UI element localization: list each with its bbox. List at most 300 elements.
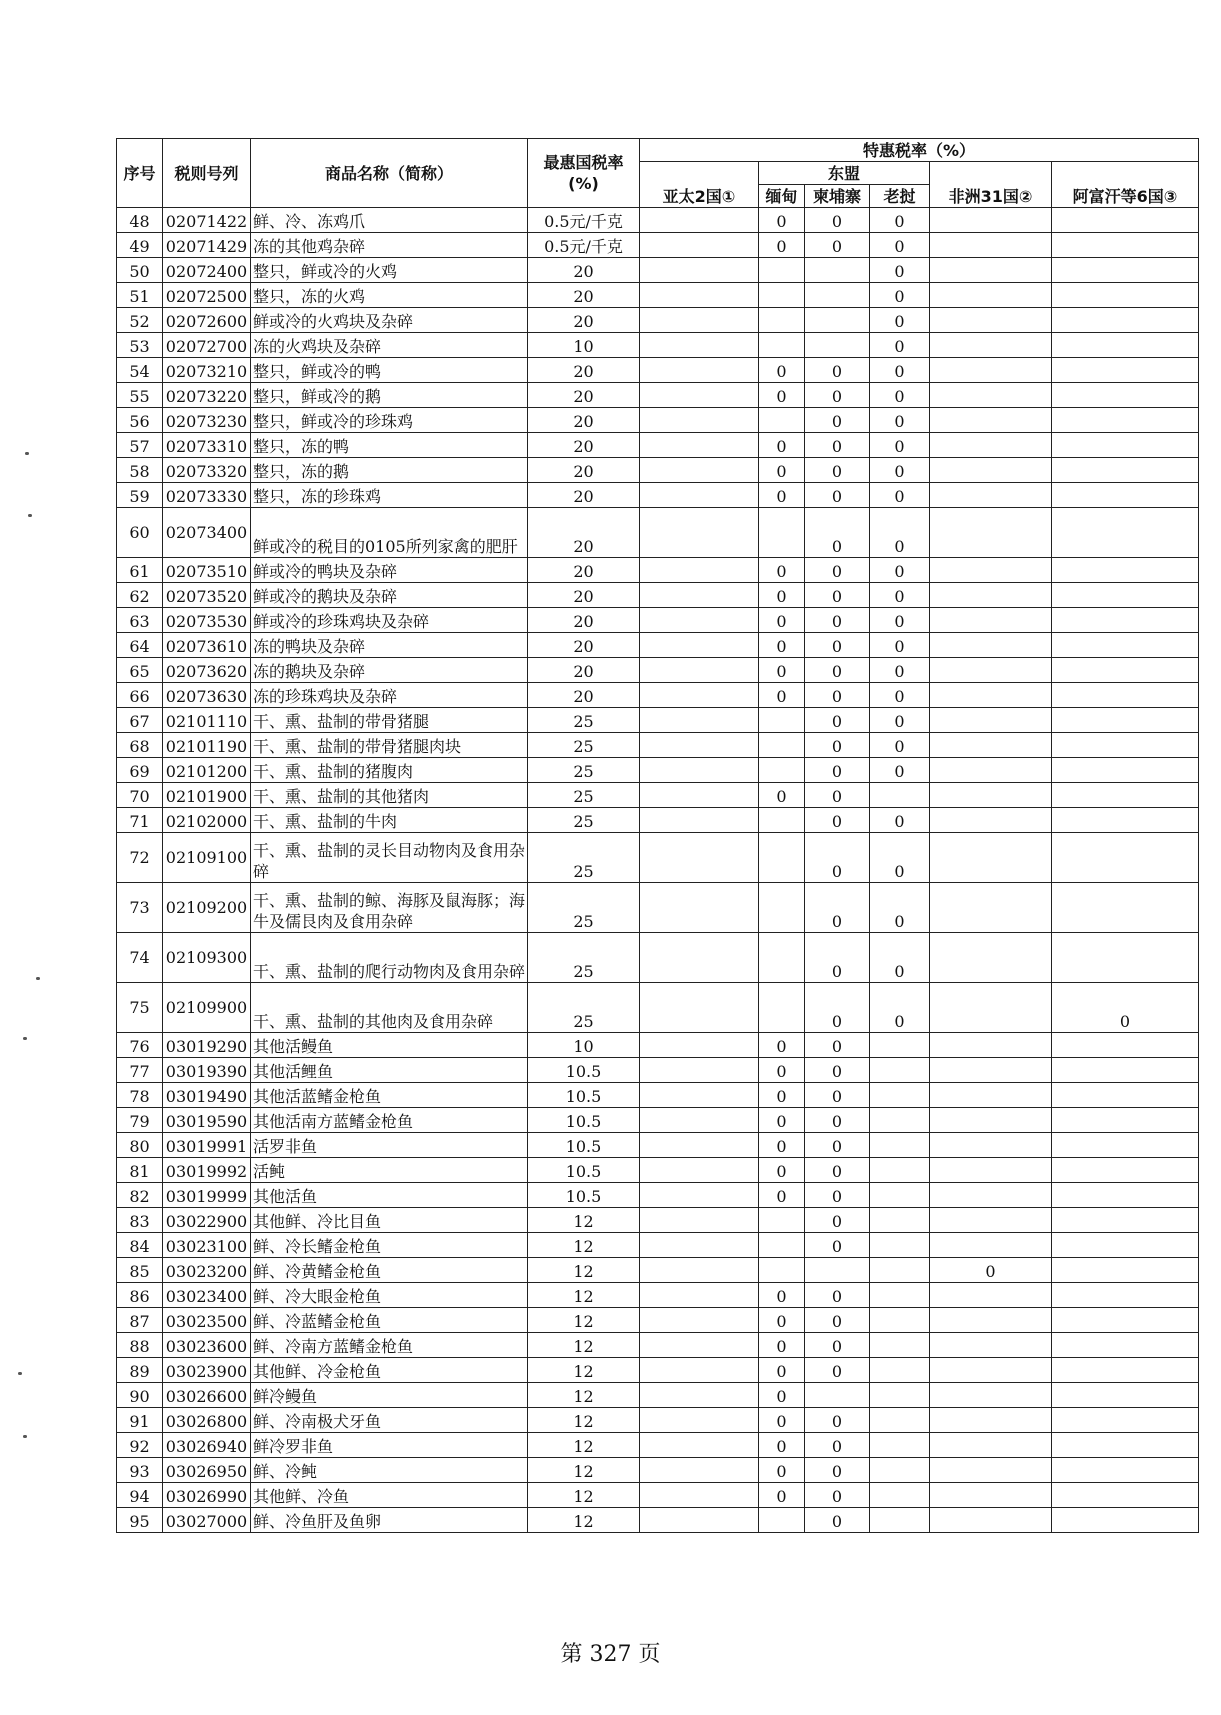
africa-cell: [930, 458, 1052, 483]
laos-cell: [870, 1258, 930, 1283]
apta-cell: [640, 658, 759, 683]
apta-cell: [640, 1233, 759, 1258]
header-myanmar: 缅甸: [759, 185, 805, 208]
table-row: [117, 883, 1199, 933]
mfn-cell: 10.5: [528, 1133, 640, 1158]
afghan-cell: [1052, 808, 1199, 833]
table-header: [117, 139, 1199, 208]
africa-cell: [930, 1058, 1052, 1083]
cambodia-cell: 0: [805, 633, 870, 658]
afghan-cell: [1052, 1333, 1199, 1358]
apta-cell: [640, 1308, 759, 1333]
mfn-cell: 20: [528, 283, 640, 308]
name-cell: 鲜、冷南极犬牙鱼: [251, 1408, 528, 1433]
myanmar-cell: [759, 1508, 805, 1533]
code-cell: 02073620: [163, 658, 251, 683]
mfn-cell: 25: [528, 758, 640, 783]
table-row: [117, 1058, 1199, 1083]
africa-cell: [930, 208, 1052, 233]
mfn-cell: 20: [528, 658, 640, 683]
cambodia-cell: 0: [805, 1308, 870, 1333]
afghan-cell: [1052, 583, 1199, 608]
table-row: [117, 283, 1199, 308]
africa-cell: [930, 1208, 1052, 1233]
africa-cell: [930, 1283, 1052, 1308]
seq-cell: 60: [117, 508, 163, 558]
cambodia-cell: 0: [805, 1033, 870, 1058]
name-cell: 活鲀: [251, 1158, 528, 1183]
table-row: [117, 983, 1199, 1033]
cambodia-cell: 0: [805, 583, 870, 608]
apta-cell: [640, 433, 759, 458]
mfn-cell: 12: [528, 1233, 640, 1258]
seq-cell: 86: [117, 1283, 163, 1308]
seq-cell: 73: [117, 883, 163, 933]
table-row: [117, 308, 1199, 333]
africa-cell: [930, 883, 1052, 933]
africa-cell: 0: [930, 1258, 1052, 1283]
africa-cell: [930, 233, 1052, 258]
apta-cell: [640, 1183, 759, 1208]
cambodia-cell: 0: [805, 758, 870, 783]
laos-cell: 0: [870, 408, 930, 433]
africa-cell: [930, 283, 1052, 308]
table-row: [117, 1408, 1199, 1433]
laos-cell: 0: [870, 683, 930, 708]
afghan-cell: [1052, 1433, 1199, 1458]
laos-cell: 0: [870, 508, 930, 558]
header-africa: 非洲31国②: [930, 162, 1052, 208]
table-row: [117, 1458, 1199, 1483]
cambodia-cell: 0: [805, 733, 870, 758]
mfn-cell: 25: [528, 833, 640, 883]
header-name: 商品名称（简称）: [251, 139, 528, 208]
header-preferential: 特惠税率（%）: [640, 139, 1199, 162]
cambodia-cell: 0: [805, 933, 870, 983]
laos-cell: 0: [870, 883, 930, 933]
table-row: [117, 1258, 1199, 1283]
table-row: [117, 683, 1199, 708]
mfn-cell: 25: [528, 733, 640, 758]
seq-cell: 90: [117, 1383, 163, 1408]
code-cell: 02073320: [163, 458, 251, 483]
mfn-cell: 10.5: [528, 1058, 640, 1083]
cambodia-cell: 0: [805, 983, 870, 1033]
apta-cell: [640, 1208, 759, 1233]
seq-cell: 76: [117, 1033, 163, 1058]
africa-cell: [930, 1358, 1052, 1383]
code-cell: 03019991: [163, 1133, 251, 1158]
cambodia-cell: 0: [805, 658, 870, 683]
apta-cell: [640, 1083, 759, 1108]
myanmar-cell: 0: [759, 208, 805, 233]
header-asean: 东盟: [759, 162, 930, 185]
africa-cell: [930, 683, 1052, 708]
africa-cell: [930, 483, 1052, 508]
scan-speck: [23, 1435, 27, 1438]
afghan-cell: [1052, 883, 1199, 933]
myanmar-cell: 0: [759, 683, 805, 708]
africa-cell: [930, 308, 1052, 333]
table-row: [117, 1383, 1199, 1408]
name-cell: 干、熏、盐制的牛肉: [251, 808, 528, 833]
africa-cell: [930, 708, 1052, 733]
afghan-cell: [1052, 608, 1199, 633]
mfn-cell: 20: [528, 508, 640, 558]
table-row: [117, 1083, 1199, 1108]
apta-cell: [640, 1458, 759, 1483]
name-cell: 鲜、冷南方蓝鳍金枪鱼: [251, 1333, 528, 1358]
afghan-cell: [1052, 633, 1199, 658]
seq-cell: 84: [117, 1233, 163, 1258]
afghan-cell: [1052, 1233, 1199, 1258]
seq-cell: 54: [117, 358, 163, 383]
name-cell: 鲜、冷鲀: [251, 1458, 528, 1483]
table-row: [117, 783, 1199, 808]
apta-cell: [640, 733, 759, 758]
name-cell: 鲜或冷的鹅块及杂碎: [251, 583, 528, 608]
apta-cell: [640, 1333, 759, 1358]
name-cell: 干、熏、盐制的爬行动物肉及食用杂碎: [251, 933, 528, 983]
africa-cell: [930, 658, 1052, 683]
table-row: [117, 433, 1199, 458]
code-cell: 02072700: [163, 333, 251, 358]
laos-cell: 0: [870, 608, 930, 633]
cambodia-cell: 0: [805, 608, 870, 633]
myanmar-cell: 0: [759, 1133, 805, 1158]
afghan-cell: [1052, 283, 1199, 308]
africa-cell: [930, 1408, 1052, 1433]
africa-cell: [930, 758, 1052, 783]
header-seq: 序号: [117, 139, 163, 208]
cambodia-cell: [805, 1383, 870, 1408]
name-cell: 鲜、冷长鳍金枪鱼: [251, 1233, 528, 1258]
name-cell: 干、熏、盐制的其他猪肉: [251, 783, 528, 808]
afghan-cell: [1052, 1508, 1199, 1533]
apta-cell: [640, 1108, 759, 1133]
myanmar-cell: 0: [759, 1408, 805, 1433]
cambodia-cell: 0: [805, 1433, 870, 1458]
seq-cell: 50: [117, 258, 163, 283]
apta-cell: [640, 683, 759, 708]
myanmar-cell: 0: [759, 1433, 805, 1458]
laos-cell: [870, 1483, 930, 1508]
name-cell: 干、熏、盐制的灵长目动物肉及食用杂碎: [251, 833, 528, 883]
name-cell: 鲜、冷鱼肝及鱼卵: [251, 1508, 528, 1533]
apta-cell: [640, 708, 759, 733]
apta-cell: [640, 933, 759, 983]
apta-cell: [640, 1058, 759, 1083]
scan-speck: [18, 1372, 22, 1375]
cambodia-cell: 0: [805, 708, 870, 733]
table-row: [117, 1508, 1199, 1533]
table-row: [117, 233, 1199, 258]
header-afghan: 阿富汗等6国③: [1052, 162, 1199, 208]
table-row: [117, 1158, 1199, 1183]
laos-cell: [870, 1283, 930, 1308]
afghan-cell: [1052, 433, 1199, 458]
afghan-cell: [1052, 258, 1199, 283]
table-row: [117, 808, 1199, 833]
code-cell: 03019290: [163, 1033, 251, 1058]
mfn-cell: 12: [528, 1383, 640, 1408]
table-row: [117, 333, 1199, 358]
seq-cell: 69: [117, 758, 163, 783]
myanmar-cell: [759, 508, 805, 558]
laos-cell: 0: [870, 208, 930, 233]
afghan-cell: [1052, 1308, 1199, 1333]
laos-cell: [870, 1108, 930, 1133]
code-cell: 02109900: [163, 983, 251, 1033]
apta-cell: [640, 1033, 759, 1058]
afghan-cell: [1052, 708, 1199, 733]
table-row: [117, 658, 1199, 683]
afghan-cell: [1052, 658, 1199, 683]
africa-cell: [930, 1458, 1052, 1483]
laos-cell: [870, 1233, 930, 1258]
laos-cell: [870, 1383, 930, 1408]
myanmar-cell: 0: [759, 1283, 805, 1308]
afghan-cell: [1052, 1183, 1199, 1208]
cambodia-cell: 0: [805, 408, 870, 433]
table-row: [117, 1308, 1199, 1333]
cambodia-cell: 0: [805, 683, 870, 708]
table-row: [117, 1433, 1199, 1458]
seq-cell: 91: [117, 1408, 163, 1433]
apta-cell: [640, 608, 759, 633]
table-row: [117, 833, 1199, 883]
table-row: [117, 1208, 1199, 1233]
cambodia-cell: 0: [805, 1183, 870, 1208]
cambodia-cell: 0: [805, 383, 870, 408]
mfn-cell: 25: [528, 708, 640, 733]
mfn-cell: 10.5: [528, 1083, 640, 1108]
table-row: [117, 408, 1199, 433]
code-cell: 02073520: [163, 583, 251, 608]
name-cell: 其他鲜、冷比目鱼: [251, 1208, 528, 1233]
cambodia-cell: 0: [805, 833, 870, 883]
laos-cell: 0: [870, 483, 930, 508]
code-cell: 02073210: [163, 358, 251, 383]
mfn-cell: 20: [528, 308, 640, 333]
afghan-cell: 0: [1052, 983, 1199, 1033]
name-cell: 鲜冷鳗鱼: [251, 1383, 528, 1408]
africa-cell: [930, 1108, 1052, 1133]
header-apta: 亚太2国①: [640, 162, 759, 208]
code-cell: 03019999: [163, 1183, 251, 1208]
code-cell: 03027000: [163, 1508, 251, 1533]
table-row: [117, 758, 1199, 783]
mfn-cell: 12: [528, 1408, 640, 1433]
laos-cell: 0: [870, 833, 930, 883]
header-mfn: [528, 139, 640, 208]
table-row: [117, 583, 1199, 608]
africa-cell: [930, 1183, 1052, 1208]
table-row: [117, 1108, 1199, 1133]
apta-cell: [640, 758, 759, 783]
afghan-cell: [1052, 733, 1199, 758]
laos-cell: 0: [870, 933, 930, 983]
apta-cell: [640, 258, 759, 283]
seq-cell: 52: [117, 308, 163, 333]
seq-cell: 72: [117, 833, 163, 883]
seq-cell: 64: [117, 633, 163, 658]
code-cell: 02072400: [163, 258, 251, 283]
africa-cell: [930, 558, 1052, 583]
apta-cell: [640, 1283, 759, 1308]
seq-cell: 88: [117, 1333, 163, 1358]
myanmar-cell: [759, 933, 805, 983]
cambodia-cell: 0: [805, 1483, 870, 1508]
name-cell: 其他活南方蓝鳍金枪鱼: [251, 1108, 528, 1133]
seq-cell: 95: [117, 1508, 163, 1533]
cambodia-cell: 0: [805, 783, 870, 808]
cambodia-cell: 0: [805, 508, 870, 558]
name-cell: 整只，鲜或冷的鸭: [251, 358, 528, 383]
myanmar-cell: [759, 1208, 805, 1233]
laos-cell: [870, 1058, 930, 1083]
table-row: [117, 1333, 1199, 1358]
myanmar-cell: [759, 333, 805, 358]
table-row: [117, 1183, 1199, 1208]
apta-cell: [640, 308, 759, 333]
seq-cell: 65: [117, 658, 163, 683]
code-cell: 02101900: [163, 783, 251, 808]
name-cell: 鲜、冷黄鳍金枪鱼: [251, 1258, 528, 1283]
myanmar-cell: [759, 408, 805, 433]
seq-cell: 79: [117, 1108, 163, 1133]
seq-cell: 89: [117, 1358, 163, 1383]
code-cell: 02073630: [163, 683, 251, 708]
mfn-cell: 20: [528, 683, 640, 708]
apta-cell: [640, 833, 759, 883]
laos-cell: 0: [870, 358, 930, 383]
myanmar-cell: [759, 1258, 805, 1283]
laos-cell: [870, 1308, 930, 1333]
apta-cell: [640, 783, 759, 808]
code-cell: 02109200: [163, 883, 251, 933]
table-row: [117, 1133, 1199, 1158]
cambodia-cell: [805, 333, 870, 358]
table-row: [117, 608, 1199, 633]
myanmar-cell: 0: [759, 783, 805, 808]
mfn-cell: 12: [528, 1308, 640, 1333]
code-cell: 02072500: [163, 283, 251, 308]
name-cell: 其他活蓝鳍金枪鱼: [251, 1083, 528, 1108]
seq-cell: 78: [117, 1083, 163, 1108]
mfn-cell: 25: [528, 883, 640, 933]
myanmar-cell: 0: [759, 1383, 805, 1408]
code-cell: 03023900: [163, 1358, 251, 1383]
table-row: [117, 358, 1199, 383]
tariff-table: [116, 138, 1199, 1533]
seq-cell: 61: [117, 558, 163, 583]
cambodia-cell: 0: [805, 1233, 870, 1258]
laos-cell: [870, 1183, 930, 1208]
myanmar-cell: 0: [759, 458, 805, 483]
seq-cell: 70: [117, 783, 163, 808]
afghan-cell: [1052, 1358, 1199, 1383]
name-cell: 整只，鲜或冷的火鸡: [251, 258, 528, 283]
africa-cell: [930, 633, 1052, 658]
table-row: [117, 933, 1199, 983]
table-row: [117, 633, 1199, 658]
code-cell: 02071422: [163, 208, 251, 233]
header-cambodia: 柬埔寨: [805, 185, 870, 208]
apta-cell: [640, 458, 759, 483]
africa-cell: [930, 833, 1052, 883]
afghan-cell: [1052, 358, 1199, 383]
name-cell: 干、熏、盐制的带骨猪腿肉块: [251, 733, 528, 758]
mfn-cell: 10: [528, 1033, 640, 1058]
cambodia-cell: [805, 1258, 870, 1283]
table-body: [117, 208, 1199, 1533]
africa-cell: [930, 783, 1052, 808]
laos-cell: 0: [870, 658, 930, 683]
name-cell: 整只，冻的鹅: [251, 458, 528, 483]
seq-cell: 58: [117, 458, 163, 483]
cambodia-cell: 0: [805, 358, 870, 383]
name-cell: 其他活鲤鱼: [251, 1058, 528, 1083]
myanmar-cell: 0: [759, 358, 805, 383]
myanmar-cell: [759, 258, 805, 283]
code-cell: 03026600: [163, 1383, 251, 1408]
table-row: [117, 383, 1199, 408]
apta-cell: [640, 558, 759, 583]
afghan-cell: [1052, 508, 1199, 558]
africa-cell: [930, 1133, 1052, 1158]
apta-cell: [640, 633, 759, 658]
apta-cell: [640, 483, 759, 508]
myanmar-cell: 0: [759, 1058, 805, 1083]
afghan-cell: [1052, 1058, 1199, 1083]
seq-cell: 80: [117, 1133, 163, 1158]
africa-cell: [930, 733, 1052, 758]
afghan-cell: [1052, 1383, 1199, 1408]
seq-cell: 59: [117, 483, 163, 508]
mfn-cell: 12: [528, 1433, 640, 1458]
cambodia-cell: 0: [805, 1108, 870, 1133]
name-cell: 鲜或冷的鸭块及杂碎: [251, 558, 528, 583]
mfn-cell: 12: [528, 1333, 640, 1358]
myanmar-cell: [759, 983, 805, 1033]
myanmar-cell: 0: [759, 558, 805, 583]
seq-cell: 74: [117, 933, 163, 983]
laos-cell: 0: [870, 233, 930, 258]
laos-cell: 0: [870, 733, 930, 758]
apta-cell: [640, 1158, 759, 1183]
code-cell: 03019590: [163, 1108, 251, 1133]
myanmar-cell: 0: [759, 1333, 805, 1358]
table-row: [117, 208, 1199, 233]
laos-cell: 0: [870, 808, 930, 833]
code-cell: 02102000: [163, 808, 251, 833]
afghan-cell: [1052, 333, 1199, 358]
name-cell: 冻的鹅块及杂碎: [251, 658, 528, 683]
name-cell: 鲜或冷的珍珠鸡块及杂碎: [251, 608, 528, 633]
seq-cell: 49: [117, 233, 163, 258]
seq-cell: 83: [117, 1208, 163, 1233]
name-cell: 干、熏、盐制的其他肉及食用杂碎: [251, 983, 528, 1033]
code-cell: 03026950: [163, 1458, 251, 1483]
header-mfn-label: 最惠国税率: [543, 153, 624, 172]
name-cell: 鲜或冷的火鸡块及杂碎: [251, 308, 528, 333]
afghan-cell: [1052, 1133, 1199, 1158]
mfn-cell: 12: [528, 1358, 640, 1383]
name-cell: 干、熏、盐制的鲸、海豚及鼠海豚；海牛及儒艮肉及食用杂碎: [251, 883, 528, 933]
myanmar-cell: 0: [759, 1308, 805, 1333]
apta-cell: [640, 283, 759, 308]
